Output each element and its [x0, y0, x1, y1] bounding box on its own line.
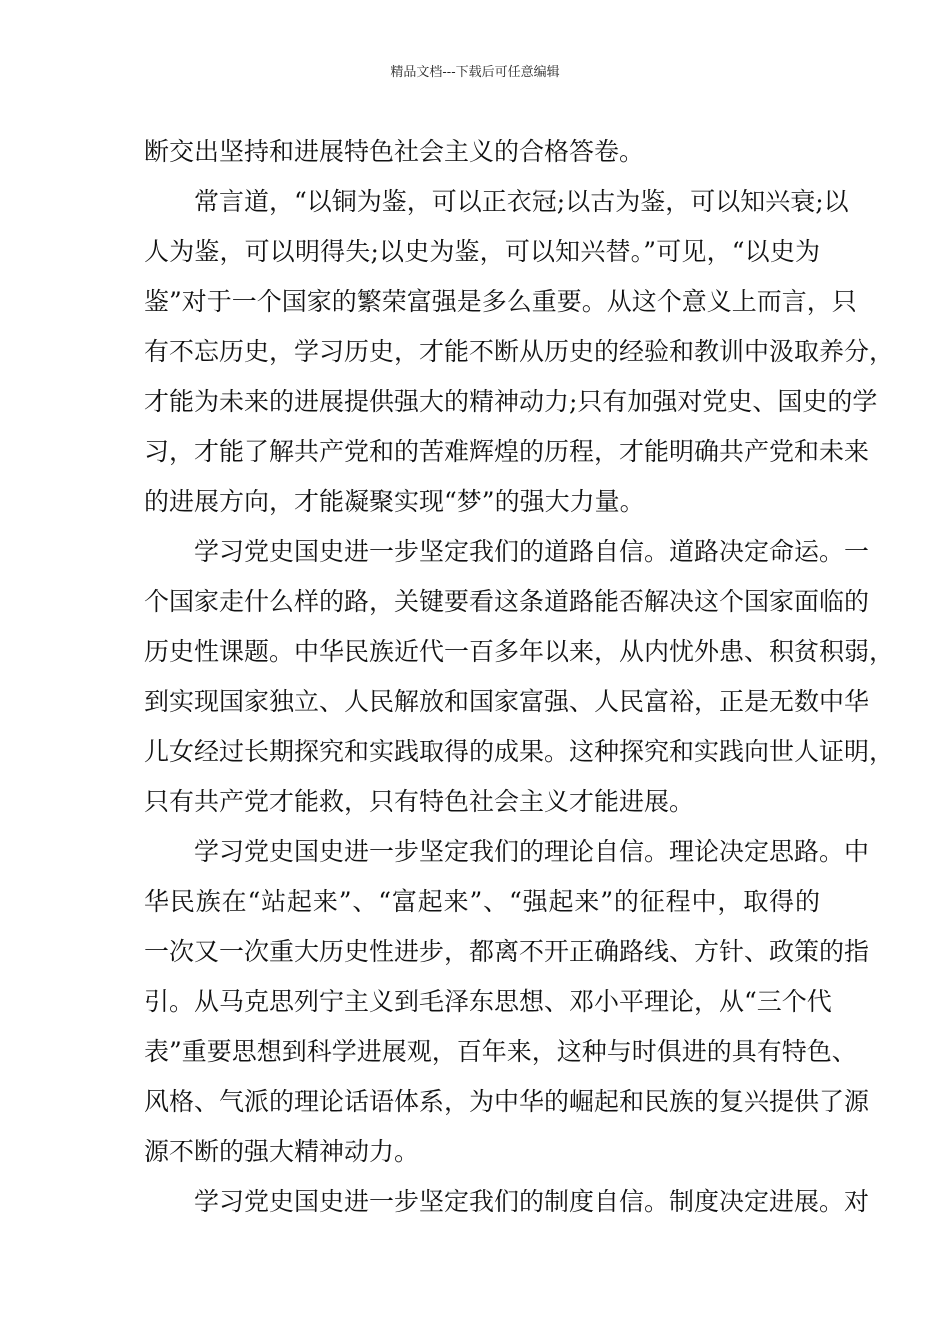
text-line: 源不断的强大精神动力。: [144, 1137, 420, 1166]
text-line: 风格、气派的理论话语体系，为中华的崛起和民族的复兴提供了源: [144, 1087, 870, 1116]
text-line: 只有共产党才能救，只有特色社会主义才能进展。: [144, 787, 695, 816]
paragraph-first-line: 常言道，“以铜为鉴，可以正衣冠;以古为鉴，可以知兴衰;以: [194, 187, 849, 216]
text-line: 人为鉴，可以明得失;以史为鉴，可以知兴替。”可见，“以史为: [144, 237, 820, 266]
text-line: 到实现国家独立、人民解放和国家富强、人民富裕，正是无数中华: [144, 687, 870, 716]
text-line: 断交出坚持和进展特色社会主义的合格答卷。: [144, 137, 645, 166]
document-body: [144, 127, 895, 1227]
text-line: 有不忘历史，学习历史，才能不断从历史的经验和教训中汲取养分，: [144, 337, 895, 366]
text-line: 一次又一次重大历史性进步，都离不开正确路线、方针、政策的指: [144, 937, 870, 966]
page-header: 精品文档---下载后可任意编辑: [390, 65, 560, 80]
text-line: 才能为未来的进展提供强大的精神动力;只有加强对党史、国史的学: [144, 387, 878, 416]
text-line: 儿女经过长期探究和实践取得的成果。这种探究和实践向世人证明，: [144, 737, 895, 766]
text-line: 个国家走什么样的路，关键要看这条道路能否解决这个国家面临的: [144, 587, 870, 616]
text-line: 习，才能了解共产党和的苦难辉煌的历程，才能明确共产党和未来: [144, 437, 870, 466]
text-line: 引。从马克思列宁主义到毛泽东思想、邓小平理论，从“三个代: [144, 987, 832, 1016]
text-line: 历史性课题。中华民族近代一百多年以来，从内忧外患、积贫积弱，: [144, 637, 895, 666]
paragraph-first-line: 学习党史国史进一步坚定我们的理论自信。理论决定思路。中: [194, 837, 870, 866]
paragraph-first-line: 学习党史国史进一步坚定我们的道路自信。道路决定命运。一: [194, 537, 870, 566]
text-line: 的进展方向，才能凝聚实现“梦”的强大力量。: [144, 487, 645, 516]
paragraph-first-line: 学习党史国史进一步坚定我们的制度自信。制度决定进展。对: [194, 1187, 870, 1216]
text-line: 鉴”对于一个国家的繁荣富强是多么重要。从这个意义上而言，只: [144, 287, 857, 316]
text-line: 表”重要思想到科学进展观，百年来，这种与时俱进的具有特色、: [144, 1037, 857, 1066]
text-line: 华民族在“站起来”、“富起来”、“强起来”的征程中，取得的: [144, 887, 820, 916]
